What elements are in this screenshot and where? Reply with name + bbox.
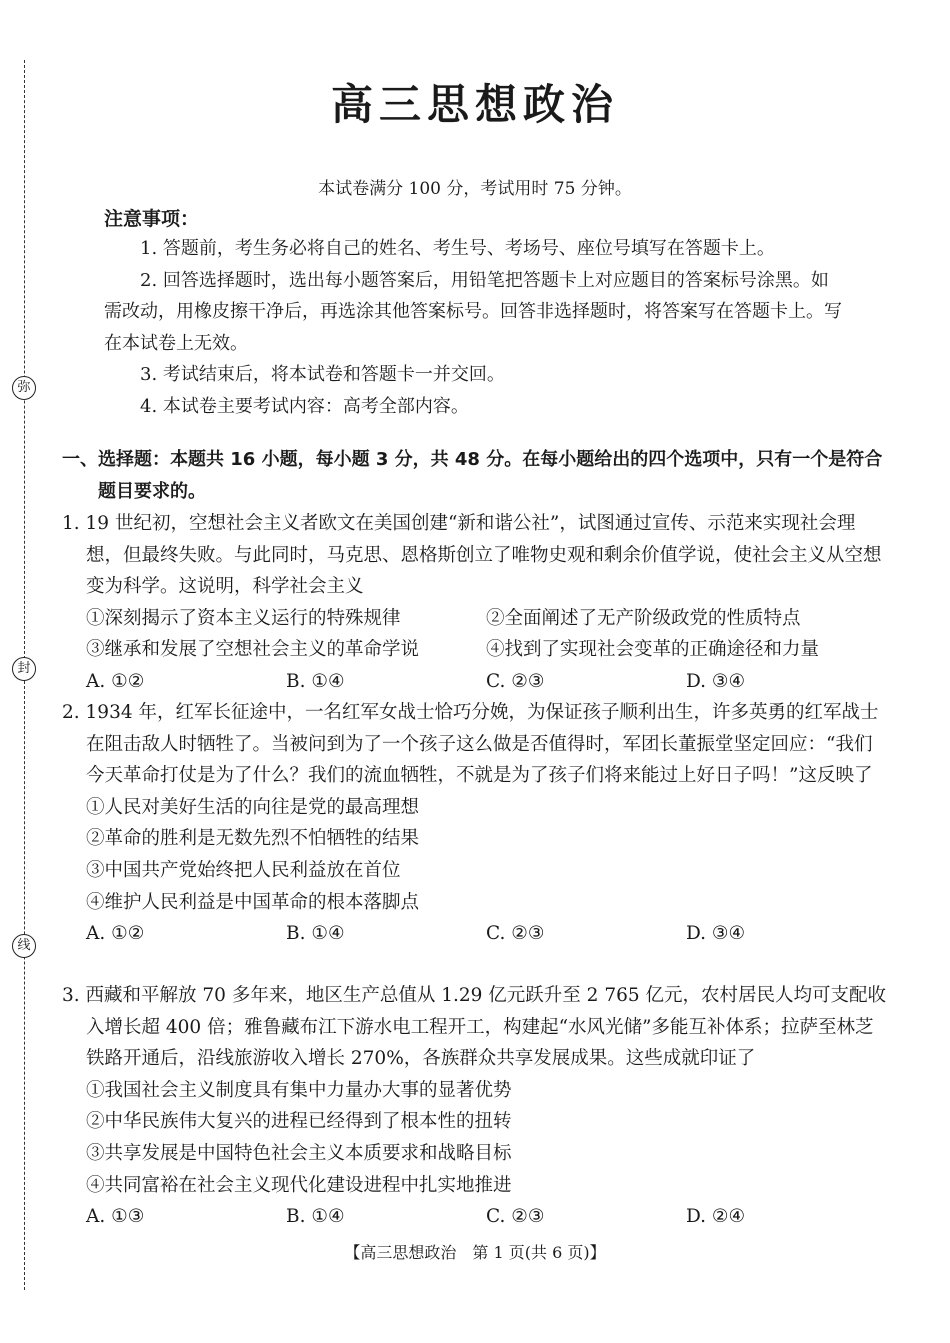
question-stem: 2. 1934 年，红军长征途中，一名红军女战士恰巧分娩，为保证孩子顺利出生，许多英勇的红军战士在阻击敌人时牺牲了。当被问到为了一个孩子这么做是否值得时，军团长董振堂坚定回应：“我们今天革命打仗是为了什么？我们的流血牺牲，不就是为了孩子们将来能过上好日子吗！”这反映了 <box>62 702 879 787</box>
option-item: ②中华民族伟大复兴的进程已经得到了根本性的扭转 <box>86 1111 512 1133</box>
page-footer: 【高三思想政治 第 1 页(共 6 页)】 <box>344 1243 606 1262</box>
choice-row <box>62 1201 890 1233</box>
option-item: ①我国社会主义制度具有集中力量办大事的显著优势 <box>86 1079 512 1101</box>
choice-a: A. ①② <box>86 670 145 692</box>
choice-b: B. ①④ <box>286 1206 345 1228</box>
note-item: 1. 答题前，考生务必将自己的姓名、考生号、考场号、座位号填写在答题卡上。 <box>140 238 775 259</box>
notes-list <box>104 233 844 422</box>
choice-a: A. ①② <box>86 923 145 945</box>
option-item: ①深刻揭示了资本主义运行的特殊规律 <box>86 607 401 629</box>
option-item: ④找到了实现社会变革的正确途径和力量 <box>486 639 820 661</box>
note-item: 2. 回答选择题时，选出每小题答案后，用铅笔把答题卡上对应题目的答案标号涂黑。如需改动，用橡皮擦干净后，再选涂其他答案标号。回答非选择题时，将答案写在答题卡上。写在本试卷上无效。 <box>104 269 842 354</box>
section-heading: 一、选择题：本题共 16 小题，每小题 3 分，共 48 分。在每小题给出的四个选项中，只有一个是符合题目要求的。 <box>62 449 883 502</box>
option-row <box>62 603 890 635</box>
binding-mark-xian: 线 <box>12 934 36 958</box>
page-title: 高三思想政治 <box>330 80 619 129</box>
option-item: ③中国共产党始终把人民利益放在首位 <box>86 859 401 881</box>
option-item: ③共享发展是中国特色社会主义本质要求和战略目标 <box>86 1142 512 1164</box>
choice-d: D. ③④ <box>686 923 746 945</box>
choice-c: C. ②③ <box>486 1206 545 1228</box>
choice-row <box>62 918 890 950</box>
choice-a: A. ①③ <box>86 1206 145 1228</box>
choice-d: D. ③④ <box>686 670 746 692</box>
option-row <box>62 634 890 666</box>
question-stem: 3. 西藏和平解放 70 多年来，地区生产总值从 1.29 亿元跃升至 2 765 亿元，农村居民人均可支配收入增长超 400 倍；雅鲁藏布江下游水电工程开工，构建起“水风光储”多能互补体系；拉萨至林芝铁路开通后，沿线旅游收入增长 270%，各族群众共享发展成果。这些成就印证了 <box>62 985 887 1070</box>
choice-row <box>62 666 890 698</box>
option-item: ③继承和发展了空想社会主义的革命学说 <box>86 639 420 661</box>
exam-intro: 本试卷满分 100 分，考试用时 75 分钟。 <box>318 179 632 199</box>
choice-c: C. ②③ <box>486 670 545 692</box>
option-item: ②全面阐述了无产阶级政党的性质特点 <box>486 607 801 629</box>
choice-b: B. ①④ <box>286 923 345 945</box>
binding-mark-mi: 弥 <box>12 376 36 400</box>
binding-mark-feng: 封 <box>12 657 36 681</box>
choice-d: D. ②④ <box>686 1206 746 1228</box>
option-item: ④共同富裕在社会主义现代化建设进程中扎实地推进 <box>86 1174 512 1196</box>
choice-c: C. ②③ <box>486 923 545 945</box>
note-item: 4. 本试卷主要考试内容：高考全部内容。 <box>140 395 469 417</box>
note-item: 3. 考试结束后，将本试卷和答题卡一并交回。 <box>140 364 505 385</box>
question-3 <box>62 980 890 1233</box>
choice-b: B. ①④ <box>286 670 345 692</box>
option-item: ④维护人民利益是中国革命的根本落脚点 <box>86 891 420 913</box>
question-stem: 1. 19 世纪初，空想社会主义者欧文在美国创建“新和谐公社”，试图通过宣传、示范来实现社会理想，但最终失败。与此同时，马克思、恩格斯创立了唯物史观和剩余价值学说，使社会主义从空想变为科学。这说明，科学社会主义 <box>62 513 882 598</box>
question-1 <box>62 508 890 698</box>
question-2 <box>62 697 890 950</box>
option-item: ②革命的胜利是无数先烈不怕牺牲的结果 <box>86 828 420 850</box>
option-item: ①人民对美好生活的向往是党的最高理想 <box>86 796 420 818</box>
notes-heading: 注意事项： <box>104 208 200 230</box>
